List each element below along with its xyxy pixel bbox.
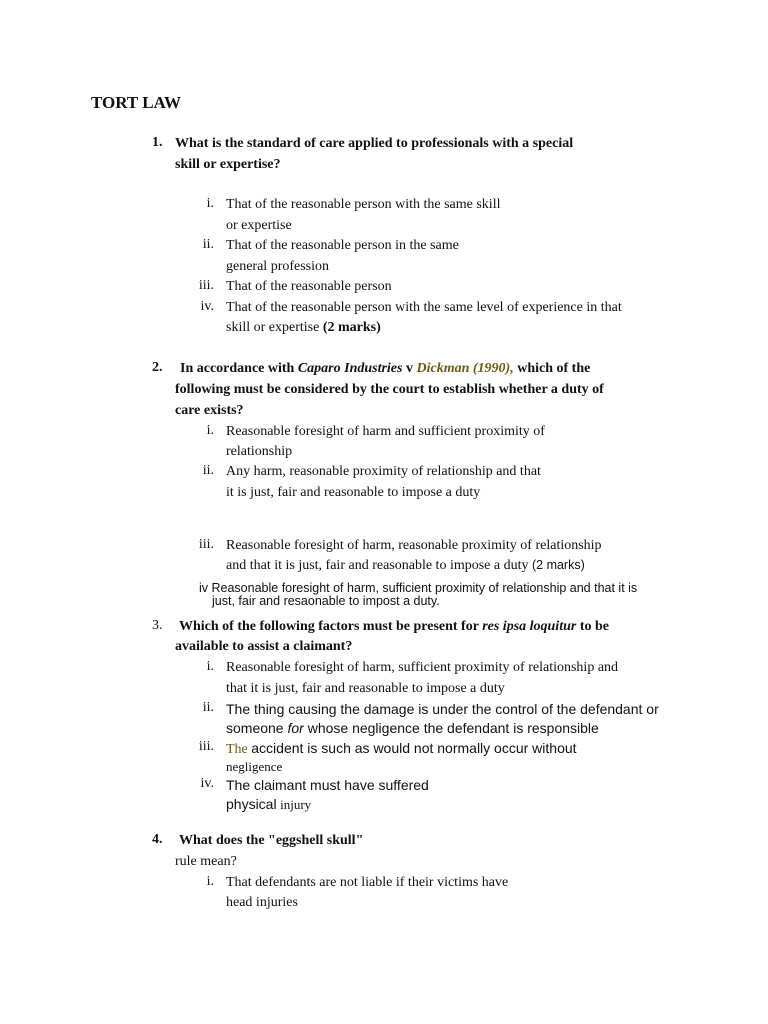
question-3-line-1 bbox=[179, 618, 609, 636]
case-name-dickman: Dickman (1990), bbox=[416, 361, 514, 376]
q2-option-i-line-2: relationship bbox=[226, 444, 293, 459]
q2-option-iii-line-1: Reasonable foresight of harm, reasonable proximity of relationship bbox=[226, 538, 602, 553]
q3-option-i-line-2: that it is just, fair and reasonable to impose a duty bbox=[226, 681, 505, 696]
q1-option-iv-line-2-text: skill or expertise bbox=[226, 320, 320, 335]
q2-option-ii-number: ii. bbox=[202, 463, 214, 478]
q3-option-ii-text-b: whose negligence the defendant is responsible bbox=[307, 720, 599, 736]
q3-option-iv-line-1: The claimant must have suffered bbox=[226, 777, 429, 793]
q1-option-iii-number: iii. bbox=[198, 278, 214, 293]
q3-option-ii-text-a: someone bbox=[226, 720, 284, 736]
q1-option-i-line-2: or expertise bbox=[226, 218, 292, 233]
question-2-line-2: following must be considered by the court to establish whether a duty of bbox=[175, 382, 604, 397]
question-3-text-b: to be bbox=[579, 619, 609, 634]
q1-option-ii-number: ii. bbox=[202, 237, 214, 252]
q3-option-iii-line-1 bbox=[226, 739, 577, 759]
question-2-line-3: care exists? bbox=[175, 403, 244, 418]
q2-option-iv-line-2: just, fair and resaonable to impost a duty. bbox=[212, 594, 440, 608]
q1-option-iv-number: iv. bbox=[200, 299, 214, 314]
q2-option-iii-line-2 bbox=[226, 556, 585, 575]
q1-option-iii-line-1: That of the reasonable person bbox=[226, 279, 392, 294]
q2-option-i-line-1: Reasonable foresight of harm and sufficient proximity of bbox=[226, 424, 545, 439]
question-1-line-1: What is the standard of care applied to professionals with a special bbox=[175, 136, 574, 151]
q3-option-ii-line-1: The thing causing the damage is under the control of the defendant or bbox=[226, 701, 659, 717]
q2-option-iii-number: iii. bbox=[198, 537, 214, 552]
q2-marks: (2 marks) bbox=[531, 558, 585, 572]
q2-option-ii-line-2: it is just, fair and reasonable to impose a duty bbox=[226, 485, 481, 500]
question-3-text-a: Which of the following factors must be present for bbox=[179, 619, 479, 634]
case-versus: v bbox=[405, 361, 413, 376]
q1-option-ii-line-1: That of the reasonable person in the same bbox=[226, 238, 459, 253]
question-2-text-a: In accordance with bbox=[180, 361, 295, 376]
q2-option-ii-line-1: Any harm, reasonable proximity of relationship and that bbox=[226, 464, 541, 479]
q3-option-iv-line-2 bbox=[226, 795, 311, 815]
q3-option-iii-line-2: negligence bbox=[226, 759, 283, 774]
q3-option-iv-text-b: injury bbox=[280, 797, 312, 812]
q2-option-i-number: i. bbox=[206, 423, 214, 438]
q1-option-ii-line-2: general profession bbox=[226, 259, 330, 274]
q1-option-iv-line-2 bbox=[226, 319, 381, 337]
q3-option-ii-emphasis: for bbox=[287, 720, 304, 736]
question-3-line-2: available to assist a claimant? bbox=[175, 639, 353, 654]
question-2-line-1 bbox=[180, 360, 590, 378]
q4-option-i-line-1: That defendants are not liable if their victims have bbox=[226, 875, 509, 890]
question-4-number: 4. bbox=[152, 832, 163, 847]
q3-option-ii-line-2 bbox=[226, 719, 599, 737]
question-3-number: 3. bbox=[152, 618, 163, 633]
question-2-number: 2. bbox=[152, 360, 163, 375]
q1-option-iv-line-1: That of the reasonable person with the same level of experience in that bbox=[226, 300, 622, 315]
question-2-text-b: which of the bbox=[517, 361, 591, 376]
q3-option-i-line-1: Reasonable foresight of harm, sufficient proximity of relationship and bbox=[226, 660, 619, 675]
q1-marks: (2 marks) bbox=[322, 320, 381, 335]
q3-option-iv-number: iv. bbox=[200, 776, 214, 791]
q1-option-i-number: i. bbox=[206, 196, 214, 211]
q4-option-i-number: i. bbox=[206, 874, 214, 889]
q3-option-iii-text-b: accident is such as would not normally occur without bbox=[251, 740, 577, 756]
q3-option-iv-text-a: physical bbox=[226, 796, 277, 812]
question-1-line-2: skill or expertise? bbox=[175, 157, 281, 172]
latin-term: res ipsa loquitur bbox=[482, 619, 577, 634]
q2-option-iii-line-2-text: and that it is just, fair and reasonable to impose a duty bbox=[226, 558, 529, 573]
q3-option-iii-text-a: The bbox=[226, 742, 248, 757]
q4-option-i-line-2: head injuries bbox=[226, 895, 298, 910]
question-4-line-2: rule mean? bbox=[175, 854, 237, 869]
question-4-line-1: What does the "eggshell skull" bbox=[179, 833, 364, 848]
case-name-caparo: Caparo Industries bbox=[297, 361, 403, 376]
q3-option-ii-number: ii. bbox=[202, 700, 214, 715]
q2-option-iv-line-1: iv Reasonable foresight of harm, sufficient proximity of relationship and that it is bbox=[199, 581, 638, 595]
q3-option-iii-number: iii. bbox=[198, 739, 214, 754]
page-title: TORT LAW bbox=[91, 93, 181, 112]
question-1-number: 1. bbox=[152, 135, 163, 150]
q1-option-i-line-1: That of the reasonable person with the same skill bbox=[226, 197, 501, 212]
q3-option-i-number: i. bbox=[206, 659, 214, 674]
